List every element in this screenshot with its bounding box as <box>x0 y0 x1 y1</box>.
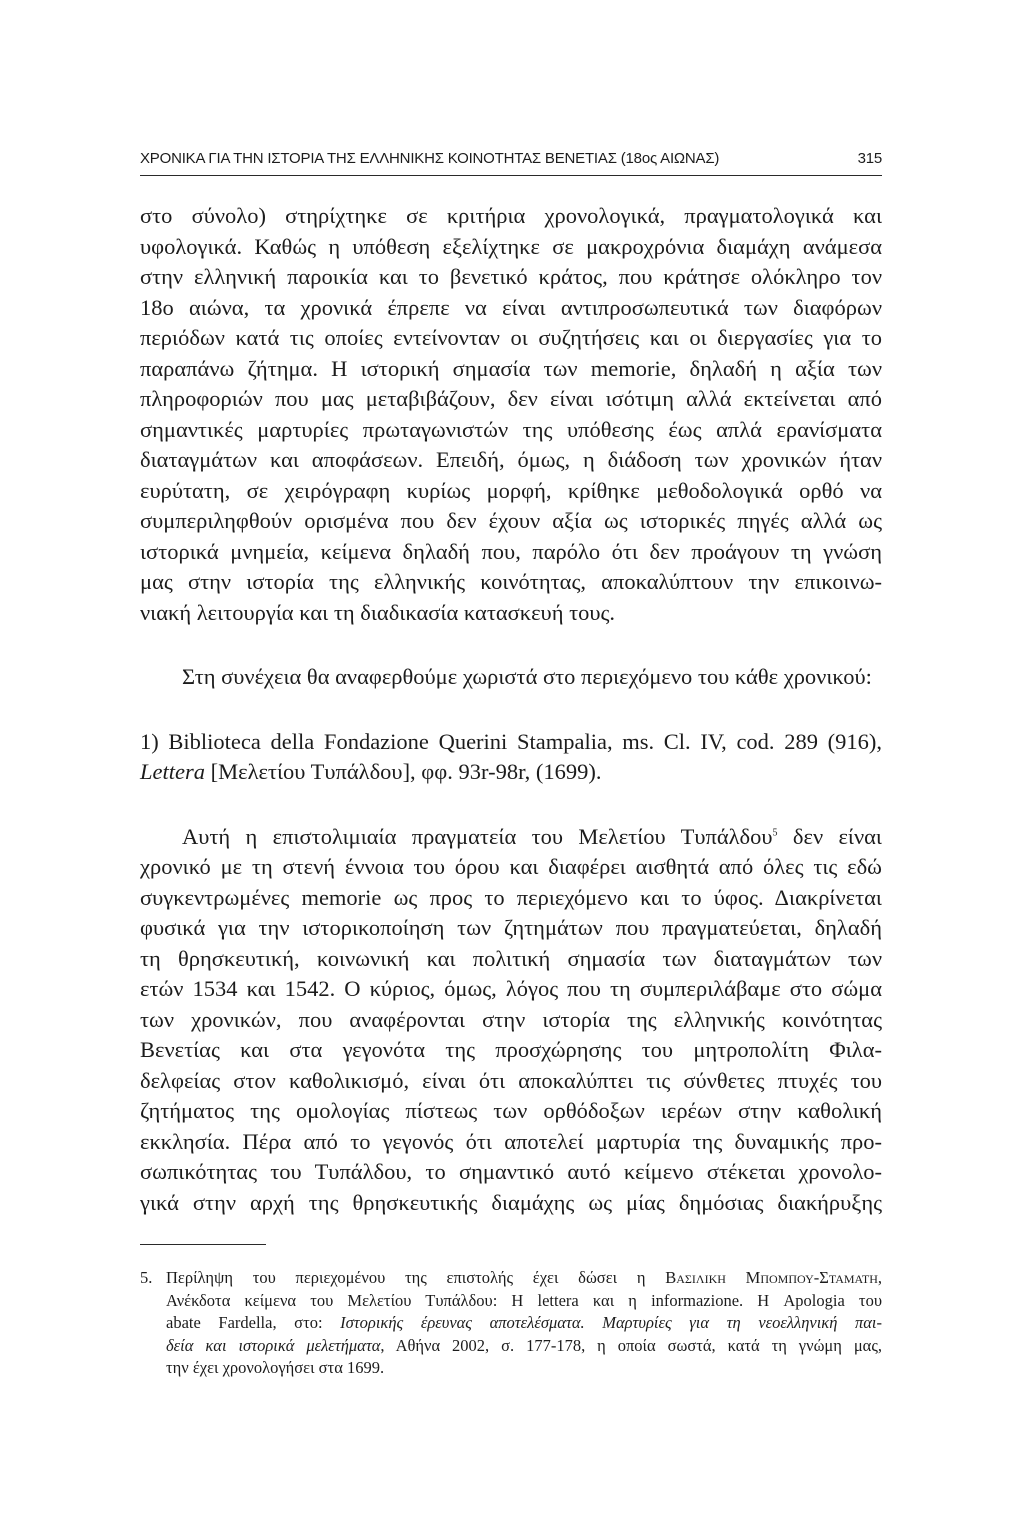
text-line: σημαντικές μαρτυρίες πρωταγωνιστών της υπόθεσης έως απλά ερανίσματα <box>140 416 882 442</box>
text-line: εκκλησία. Πέρα από το γεγονός ότι αποτελεί μαρτυρία της δυναμικής προ- <box>140 1128 882 1154</box>
header-rule <box>140 175 882 176</box>
text-line: νιακή λειτουργία και τη διαδικασία κατασκευή τους. <box>140 599 616 625</box>
text-line: ετών 1534 και 1542. Ο κύριος, όμως, λόγος που τη συμπεριλάβαμε στο σώμα <box>140 976 882 1001</box>
manuscript-entry-1 <box>140 727 882 788</box>
footnote-line: Ανέκδοτα κείμενα του Μελετίου Τυπάλδου: Η lettera και η informazione. Η Apologia του <box>166 1290 882 1310</box>
running-header <box>140 150 882 174</box>
footnote-text: , Αθήνα 2002, σ. 177-178, η οποία σωστά, κατά τη γνώμη μας, <box>380 1335 882 1355</box>
body-text <box>140 201 882 1218</box>
text-line: στην ελληνική παροικία και το βενετικό κράτος, που κράτησε ολόκληρο τον <box>140 264 882 289</box>
entry-line-rest: [Μελετίου Τυπάλδου], φφ. 93r-98r, (1699). <box>205 759 602 784</box>
footnote-text: Περίληψη του περιεχομένου της επιστολής έχει δώσει η <box>166 1268 666 1287</box>
footnote-text: abate Fardella, στο: <box>166 1313 341 1332</box>
text-line: ιστορικά μνημεία, κείμενα δηλαδή που, παρόλο ότι δεν προάγουν τη γνώση <box>140 538 882 564</box>
text-line: τη θρησκευτική, κοινωνική και πολιτική σημασία των διαταγμάτων των <box>140 945 882 971</box>
footnote-line <box>166 1312 882 1335</box>
text-line: παραπάνω ζήτημα. Η ιστορική σημασία των memorie, δηλαδή η αξία των <box>140 355 882 381</box>
text-line: γικά στην αρχή της θρησκευτικής διαμάχης ως μίας δημόσιας διακήρυξης <box>140 1189 882 1215</box>
footnote-author: Βασιλικη Μπομπου-Σταματη, <box>665 1268 883 1287</box>
text-line: φυσικά για την ιστορικοποίηση των ζητημάτων που πραγματεύεται, δηλαδή <box>140 915 882 940</box>
footnote-line <box>166 1335 882 1358</box>
running-title: ΧΡΟΝΙΚΑ ΓΙΑ ΤΗΝ ΙΣΤΟΡΙΑ ΤΗΣ ΕΛΛΗΝΙΚΗΣ ΚΟΙΝΟΤΗΤΑΣ ΒΕΝΕΤΙΑΣ (18ος ΑΙΩΝΑΣ) <box>140 150 720 167</box>
text-line: ευρύτατη, σε χειρόγραφη κυρίως μορφή, κρίθηκε μεθοδολογικά ορθό να <box>140 477 882 503</box>
text-line: περιόδων κατά τις οποίες εντείνονταν οι συζητήσεις και οι διεργασίες για το <box>140 325 882 350</box>
text-line: των χρονικών, που αναφέρονται στην ιστορία της ελληνικής κοινότητας <box>140 1006 882 1032</box>
text-line: συγκεντρωμένες memorie ως προς το περιεχόμενο και το ύφος. Διακρίνεται <box>140 884 882 910</box>
footnote-reference[interactable]: 5 <box>772 827 778 838</box>
paragraph-1 <box>140 201 882 628</box>
text-line: Βενετίας και στα γεγονότα της προσχώρησης του μητροπολίτη Φιλα- <box>140 1037 882 1062</box>
text-line: χρονικό με τη στενή έννοια του όρου και διαφέρει αισθητά από όλες τις εδώ <box>140 854 882 879</box>
entry-line: 1) Biblioteca della Fondazione Querini Stampalia, ms. Cl. IV, cod. 289 (916), <box>140 728 882 754</box>
text-line: Στη συνέχεια θα αναφερθούμε χωριστά στο περιεχόμενο του κάθε χρονικού: <box>182 664 872 689</box>
text-line: μας στην ιστορία της ελληνικής κοινότητας, αποκαλύπτουν την επικοινω- <box>140 569 882 594</box>
entry-title: Lettera <box>140 759 205 784</box>
text-line: συμπεριληφθούν ορισμένα που δεν έχουν αξία ως ιστορικές πηγές αλλά ως <box>140 508 882 533</box>
page-number: 315 <box>857 150 882 167</box>
text-line: υφολογικά. Καθώς η υπόθεση εξελίχτηκε σε μακροχρόνια διαμάχη ανάμεσα <box>140 233 882 259</box>
text-line: ζητήματος της ομολογίας πίστεως των ορθόδοξων ιερέων στην καθολική <box>140 1098 882 1123</box>
text-segment: δεν είναι <box>777 823 882 849</box>
footnotes <box>140 1267 882 1380</box>
text-line: πληροφοριών που μας μεταβιβάζουν, δεν είναι ισότιμη αλλά εκτείνεται από <box>140 386 882 411</box>
text-line: σωπικότητας του Τυπάλδου, το σημαντικό αυτό κείμενο στέκεται χρονολο- <box>140 1159 882 1184</box>
text-line: δελφείας στον καθολικισμό, είναι ότι αποκαλύπτει τις σύνθετες πτυχές του <box>140 1067 882 1093</box>
text-segment: Αυτή η επιστολιμιαία πραγματεία του Μελετίου Τυπάλδου <box>182 823 773 849</box>
footnote-book-title: Ιστορικής έρευνας αποτελέσματα. Μαρτυρίες για τη νεοελληνική παι- <box>340 1313 882 1332</box>
text-line <box>140 822 882 853</box>
text-line: στο σύνολο) στηρίχτηκε σε κριτήρια χρονολογικά, πραγματολογικά και <box>140 203 882 228</box>
footnote-body <box>166 1267 882 1380</box>
footnote-rule <box>140 1244 266 1245</box>
paragraph-2 <box>140 662 882 693</box>
footnote-line: την έχει χρονολογήσει στα 1699. <box>166 1358 385 1377</box>
paragraph-3 <box>140 822 882 1219</box>
footnote-line <box>166 1267 882 1290</box>
text-line: διαταγμάτων και αποφάσεων. Επειδή, όμως, η διάδοση των χρονικών ήταν <box>140 447 882 472</box>
entry-line <box>140 757 882 788</box>
footnote-number: 5. <box>140 1268 153 1287</box>
footnote-book-title: δεία και ιστορικά μελετήματα <box>166 1335 381 1355</box>
text-line: 18ο αιώνα, τα χρονικά έπρεπε να είναι αντιπροσωπευτικά των διαφόρων <box>140 294 882 320</box>
